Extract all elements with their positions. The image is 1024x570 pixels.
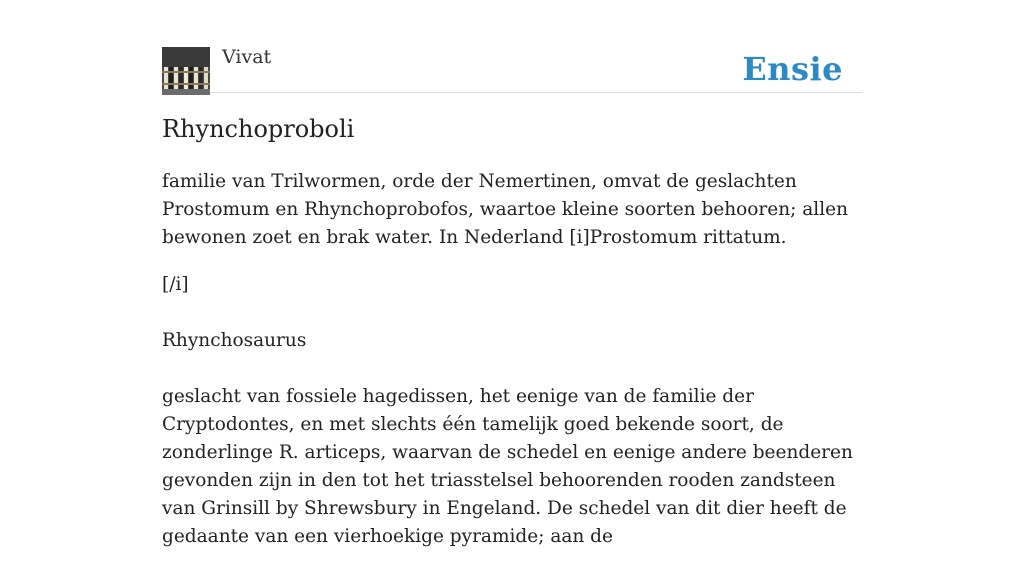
ensie-logo[interactable]: Ensie (742, 50, 843, 88)
article-paragraph: Rhynchosaurus (162, 330, 307, 351)
article-paragraph: geslacht van fossiele hagedissen, het eenige van de familie der Cryptodontes, en met slechts één tamelijk goed bekende soort, de zonderlinge R. articeps, waarvan de schedel en eenige andere beenderen gevonden zijn in den tot het triasstelsel behoorenden rooden zandsteen van Grinsill by Shrewsbury in Engeland. De schedel van dit dier heeft de gedaante van een vierhoekige pyramide; aan de (162, 386, 853, 547)
avatar[interactable] (162, 47, 210, 95)
article-body (162, 168, 862, 570)
header (162, 0, 862, 93)
article-paragraph: [/i] (162, 274, 189, 295)
page (162, 0, 862, 547)
books-image-icon (162, 47, 210, 95)
site-name[interactable]: Vivat (222, 46, 272, 68)
article-paragraph: familie van Trilwormen, orde der Nemertinen, omvat de geslachten Prostomum en Rhynchoprobofos, waartoe kleine soorten behooren; allen bewonen zoet en brak water. In Nederland [i]Prostomum rittatum. (162, 171, 848, 248)
page-title: Rhynchoproboli (162, 115, 355, 143)
